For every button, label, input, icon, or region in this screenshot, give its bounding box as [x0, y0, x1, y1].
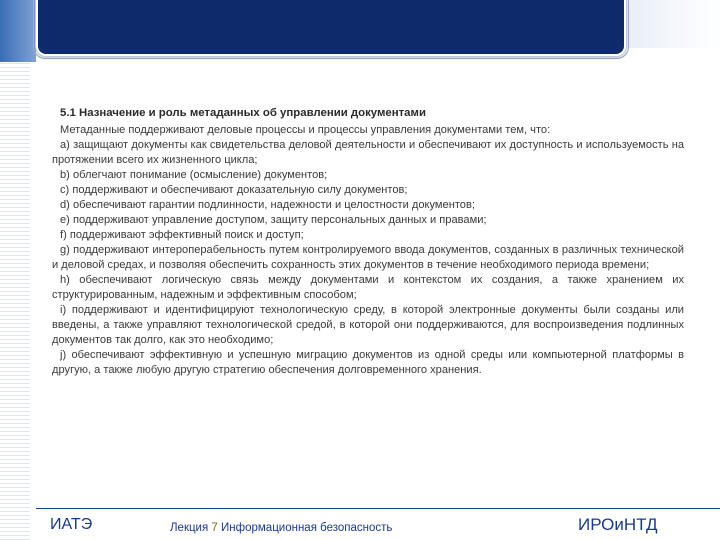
document-excerpt: [52, 106, 684, 426]
title-banner: [36, 0, 626, 56]
list-item-a: а) защищают документы как свидетельства деловой деятельности и обеспечивают их доступность и используемость на протяжении всего их жизненного цикла;: [52, 139, 684, 166]
list-item-f: f) поддерживают эффективный поиск и доступ;: [60, 229, 304, 241]
footer-divider: [36, 508, 720, 509]
footer-lecture-info: [170, 522, 392, 534]
section-heading: 5.1 Назначение и роль метаданных об управлении документами: [60, 107, 426, 119]
list-item-e: e) поддерживают управление доступом, защиту персональных данных и правами;: [60, 214, 487, 226]
intro-paragraph: Метаданные поддерживают деловые процессы и процессы управления документами тем, что:: [60, 124, 551, 136]
lecture-number: 7: [211, 522, 218, 534]
left-accent-block: [0, 0, 36, 62]
right-accent-block: [624, 0, 720, 48]
list-item-j: j) обеспечивают эффективную и успешную миграцию документов из одной среды или компьютерной платформы в другую, а также любую другую стратегию обеспечения долговременного хранения.: [52, 349, 684, 376]
list-item-d: d) обеспечивают гарантии подлинности, надежности и целостности документов;: [60, 199, 475, 211]
left-decorative-strip: [0, 0, 30, 540]
list-item-b: b) облегчают понимание (осмысление) документов;: [60, 169, 328, 181]
lecture-prefix: Лекция: [170, 522, 209, 534]
list-item-h: h) обеспечивают логическую связь между документами и контекстом их создания, а также хранением их структурированным, надежным и эффективным способом;: [52, 274, 684, 301]
footer-org-right: ИРОиНТД: [578, 515, 658, 534]
footer-org-left: ИАТЭ: [50, 516, 93, 533]
list-item-c: c) поддерживают и обеспечивают доказательную силу документов;: [60, 184, 408, 196]
list-item-i: i) поддерживают и идентифицируют технологическую среду, в которой электронные документы были созданы или введены, а также управляют технологической средой, в которой они поддерживаются, для воспроизведения подлинных документов так долго, как это необходимо;: [52, 304, 684, 346]
lecture-topic: Информационная безопасность: [221, 522, 393, 534]
list-item-g: g) поддерживают интероперабельность путем контролируемого ввода документов, созданных в различных технической и деловой средах, и позволяя обеспечить сохранность этих документов в течение необходимого периода времени;: [52, 244, 684, 271]
